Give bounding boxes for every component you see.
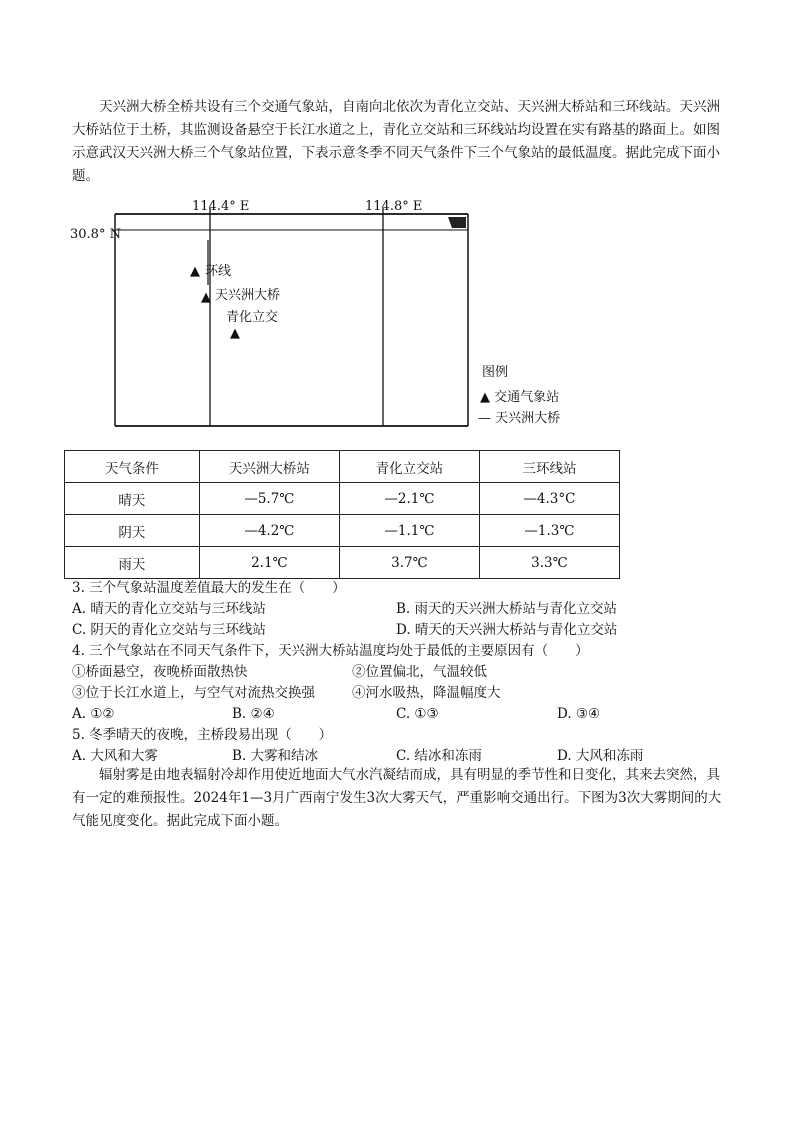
temperature-table — [64, 450, 620, 579]
table-cell: 3.3℃ — [479, 547, 619, 579]
legend-title: 图例 — [482, 365, 509, 380]
table-cell: —1.1℃ — [339, 515, 479, 547]
station-marker-icon: ▲ — [201, 290, 211, 305]
table-cell: 雨天 — [65, 547, 200, 579]
table-header-cell: 青化立交站 — [339, 451, 479, 483]
table-cell: 2.1℃ — [199, 547, 339, 579]
table-cell: —5.7℃ — [199, 483, 339, 515]
table-header-cell: 天气条件 — [65, 451, 200, 483]
question-4-option-b[interactable]: B. ②④ — [232, 706, 275, 722]
legend-station: ▲ 交通气象站 — [480, 390, 560, 405]
table-header-cell: 天兴洲大桥站 — [199, 451, 339, 483]
table-cell: 晴天 — [65, 483, 200, 515]
question-4-option-a[interactable]: A. ①② — [72, 706, 115, 722]
question-5-option-b[interactable]: B. 大雾和结冰 — [232, 748, 319, 764]
question-5-option-c[interactable]: C. 结冰和冻雨 — [396, 748, 482, 764]
table-cell: —1.3℃ — [479, 515, 619, 547]
question-5-option-d[interactable]: D. 大风和冻雨 — [557, 748, 644, 764]
table-cell: 3.7℃ — [339, 547, 479, 579]
question-3-option-b[interactable]: B. 雨天的天兴洲大桥站与青化立交站 — [396, 601, 618, 617]
table-row — [65, 547, 620, 579]
latitude-label: 30.8° N — [70, 227, 121, 242]
station-marker-icon: ▲ — [230, 326, 240, 341]
intro-paragraph-2: 辐射雾是由地表辐射冷却作用使近地面大气水汽凝结而成，具有明显的季节性和日变化，其来去突然，具有一定的难预报性。2024年1—3月广西南宁发生3次大雾天气，严重影响交通出行。下图为3次大雾期间的大气能见度变化。据此完成下面小题。 — [72, 767, 722, 829]
question-3-option-d[interactable]: D. 晴天的天兴洲大桥站与青化立交站 — [396, 622, 618, 638]
table-row — [65, 483, 620, 515]
table-header-cell: 三环线站 — [479, 451, 619, 483]
question-3-option-a[interactable]: A. 晴天的青化立交站与三环线站 — [72, 601, 266, 617]
question-4-option-d[interactable]: D. ③④ — [557, 706, 601, 722]
question-4-statement-3: ③位于长江水道上，与空气对流热交换强 — [72, 685, 315, 701]
question-4-statement-4: ④河水吸热，降温幅度大 — [352, 685, 501, 701]
table-cell: —4.3°C — [479, 483, 619, 515]
intro-paragraph: 天兴洲大桥全桥共设有三个交通气象站，自南向北依次为青化立交站、天兴洲大桥站和三环线站。天兴洲大桥站位于土桥，其监测设备悬空于长江水道之上，青化立交站和三环线站均设置在实有路基的路面上。如图示意武汉天兴洲大桥三个气象站位置，下表示意冬季不同天气条件下三个气象站的最低温度。据此完成下面小题。 — [72, 99, 720, 184]
station-marker-icon: ▲ — [190, 264, 200, 279]
question-5-option-a[interactable]: A. 大风和大雾 — [72, 748, 158, 764]
station-label-sanhuan: 环线 — [205, 264, 232, 279]
longitude-label-2: 114.8° E — [365, 199, 423, 214]
table-row — [65, 515, 620, 547]
question-3-option-c[interactable]: C. 阴天的青化立交站与三环线站 — [72, 622, 266, 638]
question-3-stem: 3. 三个气象站温度差值最大的发生在（ ） — [72, 580, 346, 596]
question-4-option-c[interactable]: C. ①③ — [396, 706, 439, 722]
bridge-location-map — [60, 190, 600, 435]
map-corner-mark — [448, 217, 466, 228]
station-label-qinghua: 青化立交 — [226, 310, 279, 325]
table-cell: —2.1℃ — [339, 483, 479, 515]
table-cell: —4.2℃ — [199, 515, 339, 547]
longitude-label-1: 114.4° E — [192, 199, 250, 214]
table-header-row — [65, 451, 620, 483]
question-4-statement-1: ①桥面悬空，夜晚桥面散热快 — [72, 664, 248, 680]
station-label-bridge: 天兴洲大桥 — [215, 288, 281, 303]
legend-bridge: — 天兴洲大桥 — [478, 411, 561, 426]
table-cell: 阴天 — [65, 515, 200, 547]
question-5-stem: 5. 冬季晴天的夜晚，主桥段易出现（ ） — [72, 727, 333, 743]
question-4-statement-2: ②位置偏北，气温较低 — [352, 664, 487, 680]
question-4-stem: 4. 三个气象站在不同天气条件下，天兴洲大桥站温度均处于最低的主要原因有（ ） — [72, 643, 589, 659]
